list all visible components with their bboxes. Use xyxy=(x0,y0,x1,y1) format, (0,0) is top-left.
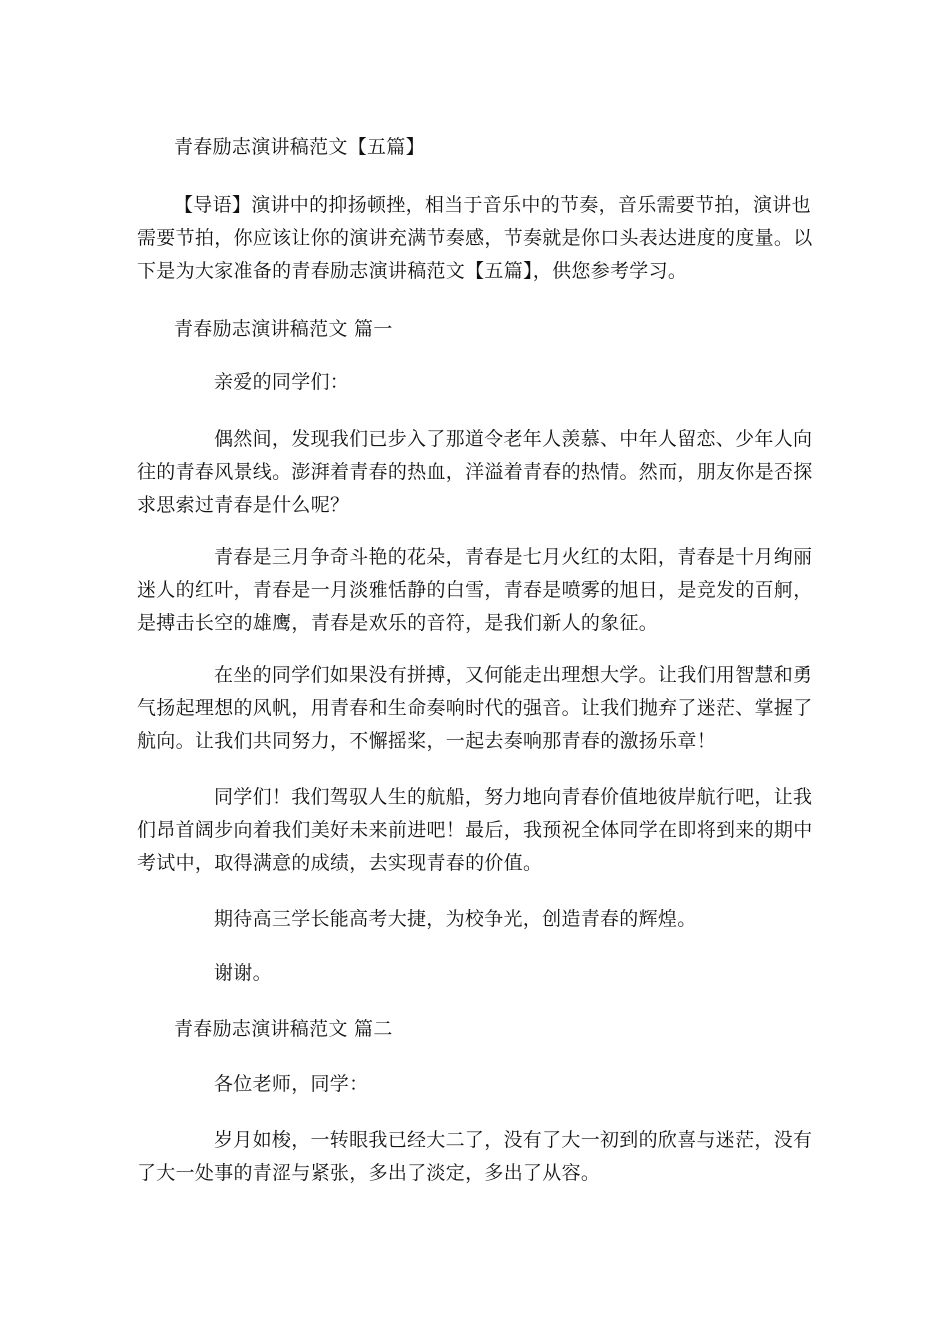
paragraph-line: 偶然间，发现我们已步入了那道令老年人羡慕、中年人留恋、少年人向 xyxy=(214,428,813,450)
paragraph-line: 航向。让我们共同努力，不懈摇桨，一起去奏响那青春的激扬乐章！ xyxy=(137,730,717,752)
section-heading: 青春励志演讲稿范文 篇二 xyxy=(174,1018,393,1040)
paragraph-line: 们昂首阔步向着我们美好未来前进吧！最后，我预祝全体同学在即将到来的期中 xyxy=(137,819,813,841)
paragraph-line: 岁月如梭，一转眼我已经大二了，没有了大一初到的欣喜与迷茫，没有 xyxy=(214,1129,813,1151)
paragraph-line: 了大一处事的青涩与紧张，多出了淡定，多出了从容。 xyxy=(137,1162,601,1184)
document-title: 青春励志演讲稿范文【五篇】 xyxy=(174,136,425,158)
section-heading: 青春励志演讲稿范文 篇一 xyxy=(174,318,393,340)
paragraph-line: 同学们！我们驾驭人生的航船，努力地向青春价值地彼岸航行吧，让我 xyxy=(214,786,813,808)
intro-line: 下是为大家准备的青春励志演讲稿范文【五篇】，供您参考学习。 xyxy=(137,260,688,282)
paragraph-line: 考试中，取得满意的成绩，去实现青春的价值。 xyxy=(137,852,543,874)
intro-line: 需要节拍，你应该让你的演讲充满节奏感，节奏就是你口头表达进度的度量。以 xyxy=(137,227,813,249)
greeting: 各位老师，同学： xyxy=(214,1073,369,1095)
paragraph-line: 是搏击长空的雄鹰，青春是欢乐的音符，是我们新人的象征。 xyxy=(137,612,659,634)
paragraph-line: 求思索过青春是什么呢？ xyxy=(137,494,350,516)
intro-line: 【导语】演讲中的抑扬顿挫，相当于音乐中的节奏，音乐需要节拍，演讲也 xyxy=(174,194,811,216)
paragraph-line: 迷人的红叶，青春是一月淡雅恬静的白雪，青春是喷雾的旭日，是竞发的百舸， xyxy=(137,579,813,601)
greeting: 亲爱的同学们： xyxy=(214,371,350,393)
paragraph-line: 青春是三月争奇斗艳的花朵，青春是七月火红的太阳，青春是十月绚丽 xyxy=(214,546,813,568)
paragraph-line: 期待高三学长能高考大捷，为校争光，创造青春的辉煌。 xyxy=(214,908,697,930)
paragraph-line: 气扬起理想的风帆，用青春和生命奏响时代的强音。让我们抛弃了迷茫、掌握了 xyxy=(137,697,813,719)
closing: 谢谢。 xyxy=(214,962,272,984)
paragraph-line: 在坐的同学们如果没有拼搏，又何能走出理想大学。让我们用智慧和勇 xyxy=(214,664,813,686)
paragraph-line: 往的青春风景线。澎湃着青春的热血，洋溢着青春的热情。然而，朋友你是否探 xyxy=(137,461,813,483)
